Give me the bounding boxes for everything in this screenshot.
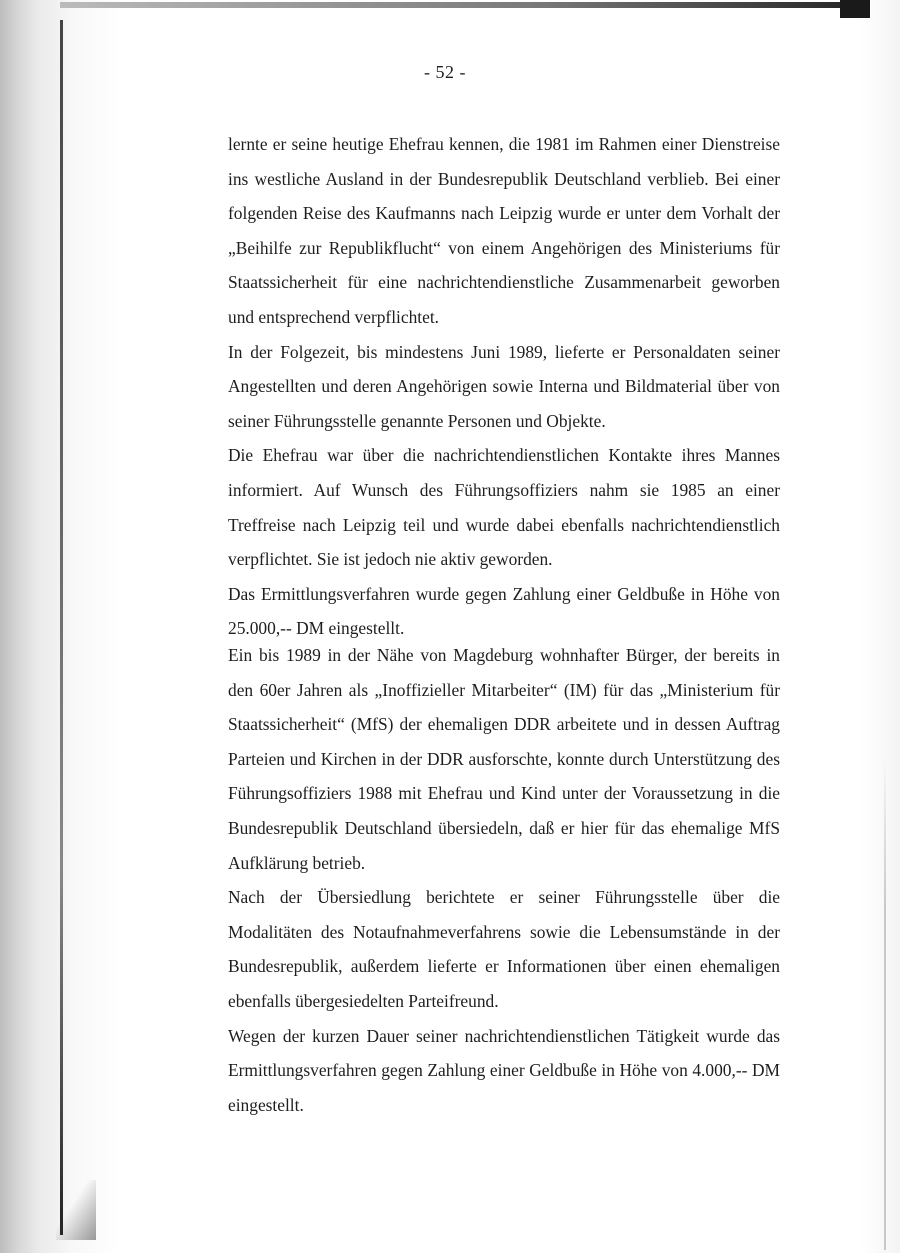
top-page-edge [60, 2, 870, 8]
text-section-1 [228, 127, 780, 646]
binding-edge [60, 20, 63, 1235]
text-section-2 [228, 638, 780, 1122]
paragraph: Die Ehefrau war über die nachrichtendienstlichen Kontakte ihres Mannes informiert. Auf Wunsch des Führungsoffiziers nahm sie 1985 an einer Treffreise nach Leipzig teil und wurde dabei ebenfalls nachrichtendienstlich verpflichtet. Sie ist jedoch nie aktiv geworden. [228, 445, 780, 570]
paragraph: lernte er seine heutige Ehefrau kennen, die 1981 im Rahmen einer Dienstreise ins westliche Ausland in der Bundesrepublik Deutschland verblieb. Bei einer folgenden Reise des Kaufmanns nach Leipzig wurde er unter dem Vorhalt der „Beihilfe zur Republikflucht“ von einem Angehörigen des Ministeriums für Staatssicherheit für eine nachrichtendienstliche Zusammenarbeit geworben und entsprechend verpflichtet. [228, 134, 780, 327]
right-page-edge [884, 760, 886, 1250]
binding-corner [56, 1180, 96, 1240]
page-number: - 52 - [424, 62, 466, 82]
paragraph: Ein bis 1989 in der Nähe von Magdeburg wohnhafter Bürger, der bereits in den 60er Jahren als „Inoffizieller Mitarbeiter“ (IM) für das „Ministerium für Staatssicherheit“ (MfS) der ehemaligen DDR arbeitete und in dessen Auftrag Parteien und Kirchen in der DDR ausforschte, konnte durch Unterstützung des Führungsoffiziers 1988 mit Ehefrau und Kind unter der Voraussetzung in die Bundesrepublik Deutschland übersiedeln, daß er hier für das ehemalige MfS Aufklärung betrieb. [228, 645, 780, 873]
paragraph: In der Folgezeit, bis mindestens Juni 1989, lieferte er Personaldaten seiner Angestellten und deren Angehörigen sowie Interna und Bildmaterial über von seiner Führungsstelle genannte Personen und Objekte. [228, 341, 780, 431]
top-right-corner [840, 0, 870, 18]
paragraph: Wegen der kurzen Dauer seiner nachrichtendienstlichen Tätigkeit wurde das Ermittlungsverfahren gegen Zahlung einer Geldbuße in Höhe von 4.000,-- DM eingestellt. [228, 1025, 780, 1115]
paragraph: Das Ermittlungsverfahren wurde gegen Zahlung einer Geldbuße in Höhe von 25.000,-- DM eingestellt. [228, 583, 780, 639]
paragraph: Nach der Übersiedlung berichtete er seiner Führungsstelle über die Modalitäten des Notaufnahmeverfahrens sowie die Lebensumstände in der Bundesrepublik, außerdem lieferte er Informationen über einen ehemaligen ebenfalls übergesiedelten Parteifreund. [228, 887, 780, 1011]
